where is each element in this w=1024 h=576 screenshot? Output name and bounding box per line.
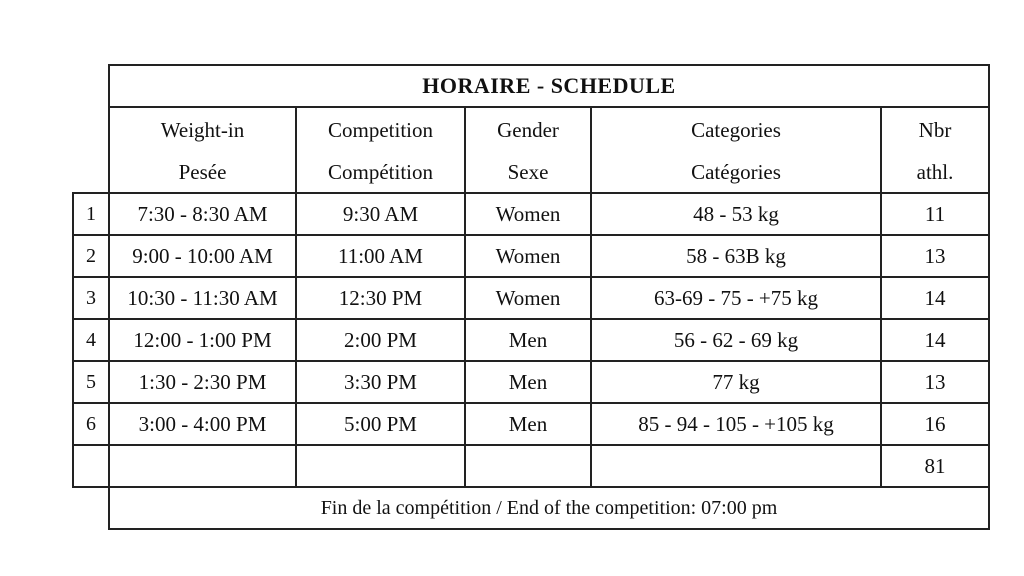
total-empty-cell bbox=[591, 445, 881, 487]
total-athletes: 81 bbox=[881, 445, 989, 487]
athlete-count: 11 bbox=[881, 193, 989, 235]
weigh-in-time: 9:00 - 10:00 AM bbox=[109, 235, 296, 277]
categories: 85 - 94 - 105 - +105 kg bbox=[591, 403, 881, 445]
gender: Women bbox=[465, 235, 591, 277]
header-row-fr bbox=[73, 150, 989, 193]
title-row bbox=[73, 65, 989, 107]
competition-time: 5:00 PM bbox=[296, 403, 465, 445]
table-title: HORAIRE - SCHEDULE bbox=[109, 65, 989, 107]
header-categories-fr: Catégories bbox=[591, 150, 881, 193]
total-empty-cell bbox=[465, 445, 591, 487]
row-number: 1 bbox=[73, 193, 109, 235]
header-competition: Competition bbox=[296, 107, 465, 150]
header-spacer-cell bbox=[73, 150, 109, 193]
weigh-in-time: 10:30 - 11:30 AM bbox=[109, 277, 296, 319]
athlete-count: 16 bbox=[881, 403, 989, 445]
categories: 48 - 53 kg bbox=[591, 193, 881, 235]
competition-time: 3:30 PM bbox=[296, 361, 465, 403]
header-categories: Categories bbox=[591, 107, 881, 150]
table-row bbox=[73, 403, 989, 445]
total-empty-cell bbox=[109, 445, 296, 487]
table-row bbox=[73, 361, 989, 403]
competition-time: 9:30 AM bbox=[296, 193, 465, 235]
athlete-count: 13 bbox=[881, 235, 989, 277]
header-sexe: Sexe bbox=[465, 150, 591, 193]
categories: 58 - 63B kg bbox=[591, 235, 881, 277]
title-spacer-cell bbox=[73, 65, 109, 107]
athlete-count: 14 bbox=[881, 319, 989, 361]
header-competition-fr: Compétition bbox=[296, 150, 465, 193]
table-row bbox=[73, 193, 989, 235]
gender: Men bbox=[465, 319, 591, 361]
row-number: 4 bbox=[73, 319, 109, 361]
header-spacer-cell bbox=[73, 107, 109, 150]
gender: Women bbox=[465, 277, 591, 319]
footer-row bbox=[73, 487, 989, 529]
end-of-competition-note: Fin de la compétition / End of the competition: 07:00 pm bbox=[109, 487, 989, 529]
total-empty-cell bbox=[296, 445, 465, 487]
header-nbr: Nbr bbox=[881, 107, 989, 150]
footer-spacer-cell bbox=[73, 487, 109, 529]
categories: 77 kg bbox=[591, 361, 881, 403]
gender: Men bbox=[465, 403, 591, 445]
header-pesee: Pesée bbox=[109, 150, 296, 193]
table-row bbox=[73, 235, 989, 277]
table-row bbox=[73, 277, 989, 319]
weigh-in-time: 7:30 - 8:30 AM bbox=[109, 193, 296, 235]
categories: 56 - 62 - 69 kg bbox=[591, 319, 881, 361]
competition-time: 11:00 AM bbox=[296, 235, 465, 277]
header-athl: athl. bbox=[881, 150, 989, 193]
gender: Women bbox=[465, 193, 591, 235]
row-number: 6 bbox=[73, 403, 109, 445]
competition-time: 2:00 PM bbox=[296, 319, 465, 361]
competition-time: 12:30 PM bbox=[296, 277, 465, 319]
athlete-count: 14 bbox=[881, 277, 989, 319]
row-number: 3 bbox=[73, 277, 109, 319]
athlete-count: 13 bbox=[881, 361, 989, 403]
total-row bbox=[73, 445, 989, 487]
header-weigh-in: Weight-in bbox=[109, 107, 296, 150]
weigh-in-time: 1:30 - 2:30 PM bbox=[109, 361, 296, 403]
header-gender: Gender bbox=[465, 107, 591, 150]
header-row-en bbox=[73, 107, 989, 150]
weigh-in-time: 3:00 - 4:00 PM bbox=[109, 403, 296, 445]
row-number: 5 bbox=[73, 361, 109, 403]
total-empty-cell bbox=[73, 445, 109, 487]
table-row bbox=[73, 319, 989, 361]
categories: 63-69 - 75 - +75 kg bbox=[591, 277, 881, 319]
gender: Men bbox=[465, 361, 591, 403]
row-number: 2 bbox=[73, 235, 109, 277]
schedule-table bbox=[72, 64, 990, 530]
weigh-in-time: 12:00 - 1:00 PM bbox=[109, 319, 296, 361]
